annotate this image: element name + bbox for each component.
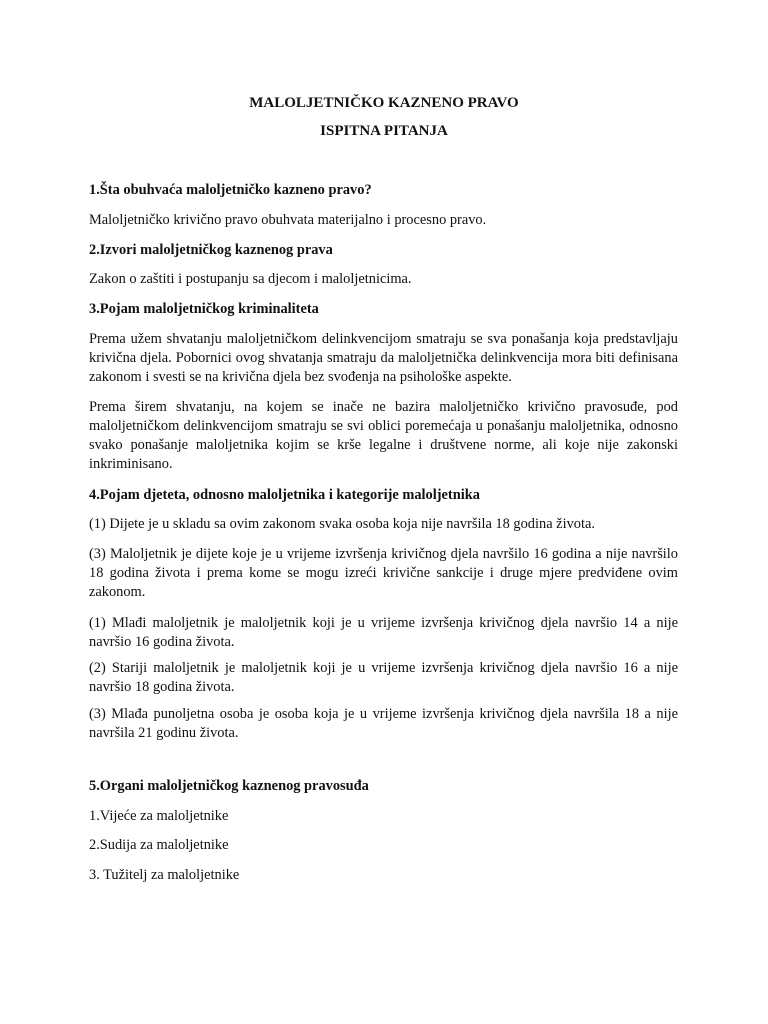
question-1-heading: 1.Šta obuhvaća maloljetničko kazneno pravo? xyxy=(89,182,372,198)
question-2-answer: Zakon o zaštiti i postupanju sa djecom i maloljetnicima. xyxy=(89,271,412,287)
question-5-heading: 5.Organi maloljetničkog kaznenog pravosuđa xyxy=(89,778,369,794)
question-4-paragraph-2: (3) Maloljetnik je dijete koje je u vrijeme izvršenja krivičnog djela navršilo 16 godina a nije navršilo 18 godina života i prema kome se mogu izreći krivične sankcije i druge mjere predviđene ovim zakonom. xyxy=(89,546,678,600)
question-1-answer: Maloljetničko krivično pravo obuhvata materijalno i procesno pravo. xyxy=(89,212,487,228)
question-4-paragraph-5: (3) Mlađa punoljetna osoba je osoba koja je u vrijeme izvršenja krivičnog djela navršila 18 a nije navršila 21 godinu života. xyxy=(89,706,678,741)
question-4-paragraph-3: (1) Mlađi maloljetnik je maloljetnik koji je u vrijeme izvršenja krivičnog djela navršio 14 a nije navršio 16 godina života. xyxy=(89,615,678,650)
question-4-paragraph-1: (1) Dijete je u skladu sa ovim zakonom svaka osoba koja nije navršila 18 godina života. xyxy=(89,516,595,532)
question-2-heading: 2.Izvori maloljetničkog kaznenog prava xyxy=(89,242,333,258)
list-item: 3. Tužitelj za maloljetnike xyxy=(89,867,240,883)
document-title: MALOLJETNIČKO KAZNENO PRAVO xyxy=(249,95,519,111)
list-item: 2.Sudija za maloljetnike xyxy=(89,837,229,853)
document-subtitle: ISPITNA PITANJA xyxy=(320,123,448,139)
list-item: 1.Vijeće za maloljetnike xyxy=(89,808,229,824)
question-3-paragraph-1: Prema užem shvatanju maloljetničkom delinkvencijom smatraju se sva ponašanja koja predstavljaju krivična djela. Pobornici ovog shvatanja smatraju da maloljetnička delinkvencija mora biti definisana zakonom i svesti se na krivična djela bez svođenja na psihološke aspekte. xyxy=(89,331,678,385)
question-3-paragraph-2: Prema širem shvatanju, na kojem se inače ne bazira maloljetničko krivično pravosuđe, pod maloljetničkom delinkvencijom smatraju se svi oblici poremećaja u ponašanju maloljetnika, odnosno svako ponašanje maloljetnika kojim se krše legalne i društvene norme, ali koje nije zakonski inkriminisano. xyxy=(89,399,678,472)
question-3-heading: 3.Pojam maloljetničkog kriminaliteta xyxy=(89,301,319,317)
question-4-paragraph-4: (2) Stariji maloljetnik je maloljetnik koji je u vrijeme izvršenja krivičnog djela navršio 16 a nije navršio 18 godina života. xyxy=(89,660,678,695)
question-4-heading: 4.Pojam djeteta, odnosno maloljetnika i kategorije maloljetnika xyxy=(89,487,480,503)
